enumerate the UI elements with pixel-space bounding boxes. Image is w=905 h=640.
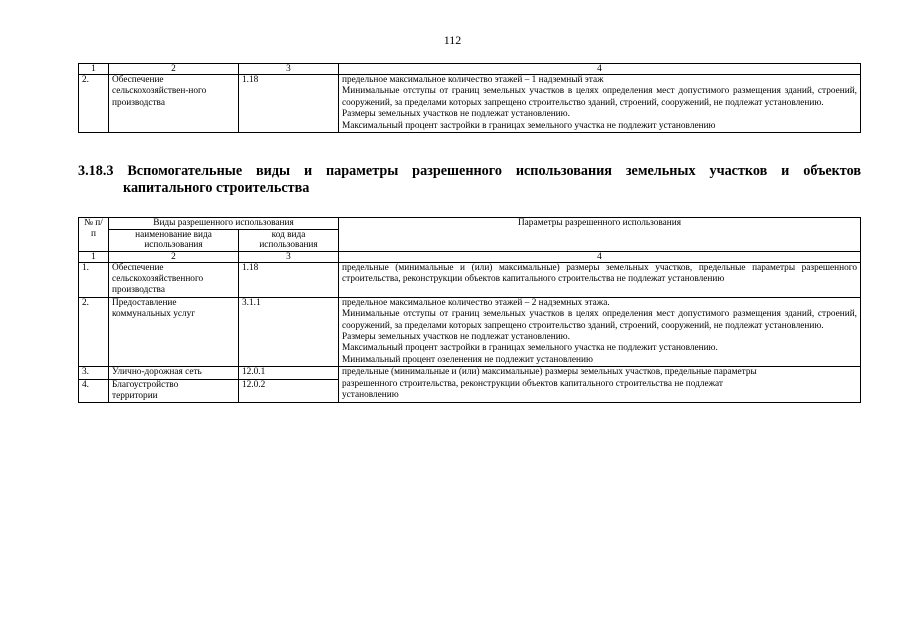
use-name-line: территории — [112, 390, 158, 401]
table-row — [79, 367, 861, 379]
use-code: 1.18 — [239, 75, 339, 133]
use-name — [109, 262, 239, 297]
table-row — [79, 75, 861, 133]
page-number: 112 — [443, 33, 462, 47]
use-params-merged — [339, 367, 861, 403]
col-number: 3 — [239, 251, 339, 262]
use-code: 3.1.1 — [239, 297, 339, 366]
row-number: 2. — [79, 75, 109, 133]
use-name-line: сельскохозяйственного — [112, 273, 204, 284]
param-line: Размеры земельных участков не подлежат установлению. — [342, 331, 570, 342]
param-line: Размеры земельных участков не подлежат установлению. — [342, 109, 570, 120]
header-num: № п/п — [79, 218, 109, 252]
use-code: 12.0.2 — [239, 379, 339, 403]
use-name — [109, 75, 239, 133]
col-number: 4 — [339, 251, 861, 262]
use-params — [339, 75, 861, 133]
use-name-line: Обеспечение — [112, 262, 164, 273]
header-group: Виды разрешенного использования — [109, 218, 339, 230]
param-line: Минимальный процент озеленения не подлежит установлению — [342, 354, 593, 365]
param-line: предельное максимальное количество этажей – 2 надземных этажа. — [342, 297, 610, 308]
col-number: 2 — [109, 251, 239, 262]
col-number: 3 — [239, 64, 339, 75]
use-params — [339, 297, 861, 366]
header-name: наименование вида использования — [109, 229, 239, 251]
row-number: 2. — [79, 297, 109, 366]
use-name-line: Обеспечение — [112, 75, 164, 85]
use-code: 1.18 — [239, 262, 339, 297]
col-number: 1 — [79, 251, 109, 262]
header-row — [79, 218, 861, 230]
use-name-line: производства — [112, 285, 165, 296]
use-name-line: коммунальных услуг — [112, 309, 196, 320]
section-heading — [78, 163, 861, 197]
column-number-row — [79, 64, 861, 75]
table-row — [79, 262, 861, 297]
row-number: 3. — [79, 367, 109, 379]
param-line: установлению — [342, 389, 399, 400]
param-line: Максимальный процент застройки в границах земельного участка не подлежит установлению — [342, 120, 716, 131]
continuation-table — [78, 63, 861, 133]
col-number: 2 — [109, 64, 239, 75]
param-line: предельное максимальное количество этажей – 1 надземный этаж — [342, 75, 604, 85]
use-code: 12.0.1 — [239, 367, 339, 379]
table-row — [79, 297, 861, 366]
header-code: код вида использования — [239, 229, 339, 251]
col-number: 4 — [339, 64, 861, 75]
param-line: предельные (минимальные и (или) максимальные) размеры земельных участков, предельные параметры — [342, 367, 757, 378]
param-line: Минимальные отступы от границ земельных участков в целях определения мест допустимого размещения зданий, строений, сооружений, за пределами которых запрещено строительство зданий, строений, сооружений, не подлежат установлению. — [342, 309, 857, 331]
use-params: предельные (минимальные и (или) максимальные) размеры земельных участков, предельные параметры разрешенного строительства, реконструкции объектов капитального строительства не подлежат установлению — [339, 262, 861, 297]
param-line: Минимальные отступы от границ земельных участков в целях определения мест допустимого размещения зданий, строений, сооружений, за пределами которых запрещено строительство зданий, строений, сооружений, не подлежат установлению. — [342, 86, 857, 108]
column-number-row — [79, 251, 861, 262]
use-name-line: производства — [112, 97, 165, 108]
section-heading-line1: 3.18.3 Вспомогательные виды и параметры разрешенного использования земельных участков и объектов — [78, 163, 861, 179]
use-name-line: Предоставление — [112, 297, 177, 308]
use-name-line: сельскохозяйствен-ного — [112, 86, 207, 97]
row-number: 1. — [79, 262, 109, 297]
section-heading-line2: капитального строительства — [123, 180, 310, 196]
col-number: 1 — [79, 64, 109, 75]
use-name — [109, 297, 239, 366]
param-line: разрешенного строительства, реконструкции объектов капитального строительства не подлежат — [342, 378, 723, 389]
use-name: Улично-дорожная сеть — [109, 367, 239, 379]
auxiliary-uses-table — [78, 217, 861, 403]
row-number: 4. — [79, 379, 109, 403]
header-params: Параметры разрешенного использования — [339, 218, 861, 252]
param-line: Максимальный процент застройки в границах земельного участка не подлежит установлению. — [342, 343, 718, 354]
use-name — [109, 379, 239, 403]
use-name-line: Благоустройство — [112, 379, 179, 390]
